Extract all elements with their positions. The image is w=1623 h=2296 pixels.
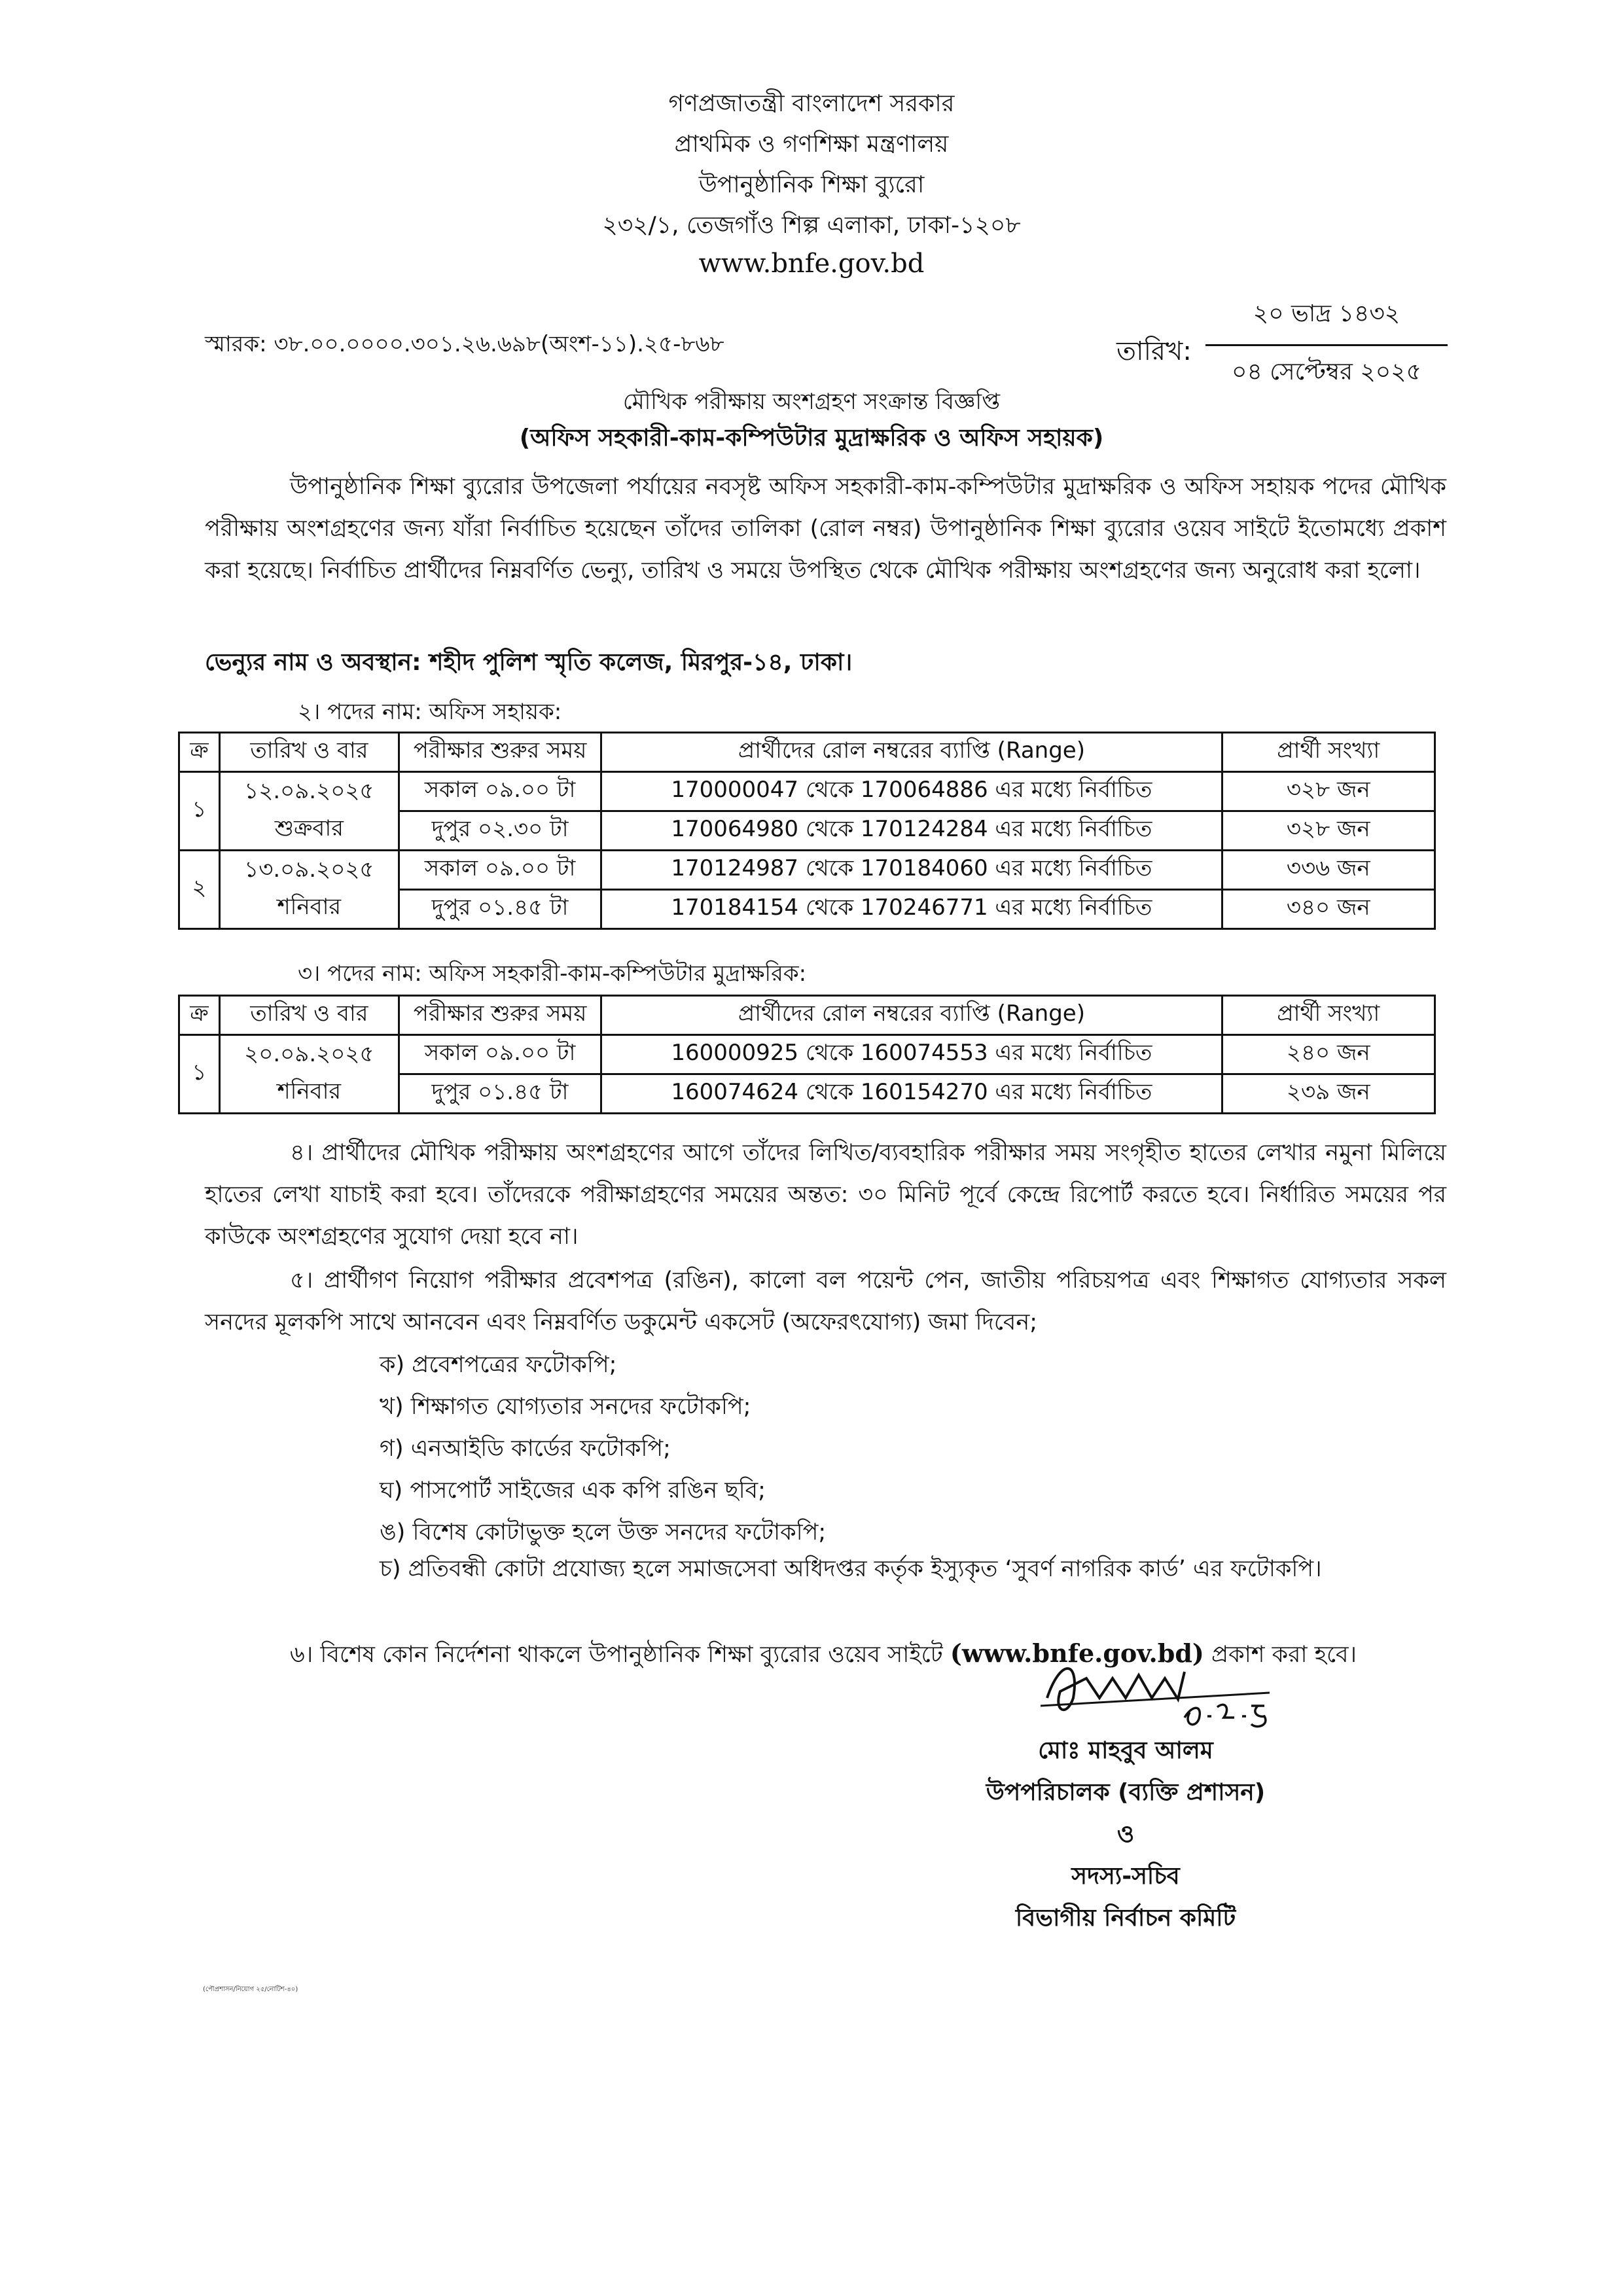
count-cell: ৩২৮ জন (1222, 772, 1435, 811)
col-date-day: তারিখ ও বার (219, 733, 399, 772)
range-cell: 160074624 থেকে 160154270 এর মধ্যে নির্বাচিত (601, 1074, 1222, 1114)
date-text: ১৩.০৯.২০২৫ (244, 856, 374, 883)
count-cell: ৩৩৬ জন (1222, 851, 1435, 890)
date-gregorian: ০৪ সেপ্টেম্বর ২০২৫ (1232, 359, 1421, 385)
col-start-time: পরীক্ষার শুরুর সময় (399, 733, 601, 772)
time-cell: সকাল ০৯.০০ টা (399, 851, 601, 890)
section3-title: ৩। পদের নাম: অফিস সহকারী-কাম-কম্পিউটার মুদ্রাক্ষরিক: (298, 961, 807, 987)
col-serial: ক্র (179, 733, 220, 772)
footnote: (পৌপ্রশাসন/নিয়োগ ২৫/নোটিশ-৪০) (203, 1986, 298, 1993)
venue-info: ভেন্যুর নাম ও অবস্থান: শহীদ পুলিশ স্মৃতি কলেজ, মিরপুর-১৪, ঢাকা। (205, 649, 853, 676)
date-text: ১২.০৯.২০২৫ (244, 777, 374, 804)
time-cell: সকাল ০৯.০০ টা (399, 772, 601, 811)
col-roll-range: প্রার্থীদের রোল নম্বরের ব্যাপ্তি (Range) (601, 996, 1222, 1035)
paragraph-4: ৪। প্রার্থীদের মৌখিক পরীক্ষায় অংশগ্রহণের আগে তাঁদের লিখিত/ব্যবহারিক পরীক্ষার সময় সংগৃহীত হাতের লেখার নমুনা মিলিয়ে হাতের লেখা যাচাই করা হবে। তাঁদেরকে পরীক্ষাগ্রহণের সময়ের অন্তত: ৩০ মিনিট পূর্বে কেন্দ্রে রিপোর্ট করতে হবে। নির্ধারিত সময়ের পর কাউকে অংশগ্রহণের সুযোগ দেয়া হবে না। (205, 1140, 1446, 1250)
count-cell: ৩২৮ জন (1222, 811, 1435, 851)
range-cell: 170000047 থেকে 170064886 এর মধ্যে নির্বাচিত (601, 772, 1222, 811)
signatory-conjunction: ও (1116, 1821, 1135, 1848)
time-cell: দুপুর ০১.৪৫ টা (399, 1074, 601, 1114)
col-date-day: তারিখ ও বার (219, 996, 399, 1035)
website-link[interactable]: www.bnfe.gov.bd (698, 249, 925, 279)
table-header-row (179, 733, 1435, 772)
serial-cell: ২ (179, 851, 220, 929)
serial-cell: ১ (179, 1035, 220, 1114)
range-cell: 170064980 থেকে 170124284 এর মধ্যে নির্বাচিত (601, 811, 1222, 851)
signatory-designation: উপপরিচালক (ব্যক্তি প্রশাসন) (986, 1779, 1266, 1806)
section2-title: ২। পদের নাম: অফিস সহায়ক: (298, 699, 562, 725)
col-serial: ক্র (179, 996, 220, 1035)
col-start-time: পরীক্ষার শুরুর সময় (399, 996, 601, 1035)
table-row (179, 851, 1435, 890)
table-row (179, 772, 1435, 811)
bureau-address: ২৩২/১, তেজগাঁও শিল্প এলাকা, ঢাকা-১২০৮ (602, 212, 1021, 239)
list-item: ক) প্রবেশপত্রের ফটোকপি; (380, 1352, 617, 1378)
list-item: চ) প্রতিবন্ধী কোটা প্রযোজ্য হলে সমাজসেবা অধিদপ্তর কর্তৃক ইস্যুকৃত ‘সুবর্ণ নাগরিক কার্ড’ এর ফটোকপি। (380, 1556, 1322, 1582)
office-computer-typist-table (178, 995, 1436, 1114)
date-day-cell (219, 1035, 399, 1114)
day-text: শনিবার (277, 893, 342, 920)
para6-text: ৬। বিশেষ কোন নির্দেশনা থাকলে উপানুষ্ঠানিক শিক্ষা ব্যুরোর ওয়েব সাইটে (290, 1642, 950, 1668)
ministry-name: প্রাথমিক ও গণশিক্ষা মন্ত্রণালয় (674, 131, 949, 158)
notice-subtitle: (অফিস সহকারী-কাম-কম্পিউটার মুদ্রাক্ষরিক ও অফিস সহায়ক) (519, 425, 1104, 451)
day-text: শুক্রবার (274, 815, 344, 841)
time-cell: দুপুর ০২.৩০ টা (399, 811, 601, 851)
table-header-row (179, 996, 1435, 1035)
time-cell: দুপুর ০১.৪৫ টা (399, 890, 601, 929)
paragraph-5: ৫। প্রার্থীগণ নিয়োগ পরীক্ষার প্রবেশপত্র (রঙিন), কালো বল পয়েন্ট পেন, জাতীয় পরিচয়পত্র এবং শিক্ষাগত যোগ্যতার সকল সনদের মূলকপি সাথে আনবেন এবং নিম্নবর্ণিত ডকুমেন্ট একসেট (অফেরৎযোগ্য) জমা দিবেন; (205, 1267, 1446, 1335)
date-day-cell (219, 851, 399, 929)
website-link[interactable]: (www.bnfe.gov.bd) (950, 1638, 1204, 1668)
serial-cell: ১ (179, 772, 220, 851)
para6-text-end: প্রকাশ করা হবে। (1204, 1642, 1357, 1668)
office-assistant-table (178, 732, 1436, 930)
table-row (179, 1035, 1435, 1074)
col-count: প্রার্থী সংখ্যা (1222, 733, 1435, 772)
date-text: ২০.০৯.২০২৫ (244, 1040, 374, 1067)
date-day-cell (219, 772, 399, 851)
count-cell: ৩৪০ জন (1222, 890, 1435, 929)
notice-title: মৌখিক পরীক্ষায় অংশগ্রহণ সংক্রান্ত বিজ্ঞপ্তি (622, 389, 1001, 415)
range-cell: 170184154 থেকে 170246771 এর মধ্যে নির্বাচিত (601, 890, 1222, 929)
day-text: শনিবার (277, 1078, 342, 1104)
list-item: গ) এনআইডি কার্ডের ফটোকপি; (380, 1436, 671, 1462)
col-count: প্রার্থী সংখ্যা (1222, 996, 1435, 1035)
range-cell: 170124987 থেকে 170184060 এর মধ্যে নির্বাচিত (601, 851, 1222, 890)
list-item: ঙ) বিশেষ কোটাভুক্ত হলে উক্ত সনদের ফটোকপি; (380, 1519, 827, 1545)
count-cell: ২৪০ জন (1222, 1035, 1435, 1074)
date-label: তারিখ: (1116, 336, 1192, 366)
memo-reference: স্মারক: ৩৮.০০.০০০০.৩০১.২৬.৬৯৮(অংশ-১১).২৫-৮৬৮ (205, 331, 724, 357)
signatory-name: মোঃ মাহবুব আলম (1038, 1737, 1213, 1764)
bureau-name: উপানুষ্ঠানিক শিক্ষা ব্যুরো (698, 171, 925, 198)
list-item: খ) শিক্ষাগত যোগ্যতার সনদের ফটোকপি; (380, 1394, 751, 1420)
gov-name: গণপ্রজাতন্ত্রী বাংলাদেশ সরকার (668, 90, 955, 117)
time-cell: সকাল ০৯.০০ টা (399, 1035, 601, 1074)
range-cell: 160000925 থেকে 160074553 এর মধ্যে নির্বাচিত (601, 1035, 1222, 1074)
signatory-role: সদস্য-সচিব (1071, 1863, 1180, 1890)
signature-mark (1021, 1652, 1414, 1731)
count-cell: ২৩৯ জন (1222, 1074, 1435, 1114)
signatory-committee: বিভাগীয় নির্বাচন কমিটি (1015, 1905, 1236, 1932)
intro-paragraph: উপানুষ্ঠানিক শিক্ষা ব্যুরোর উপজেলা পর্যায়ের নবসৃষ্ট অফিস সহকারী-কাম-কম্পিউটার মুদ্রাক্ষরিক ও অফিস সহায়ক পদের মৌখিক পরীক্ষায় অংশগ্রহণের জন্য যাঁরা নির্বাচিত হয়েছেন তাঁদের তালিকা (রোল নম্বর) উপানুষ্ঠানিক শিক্ষা ব্যুরোর ওয়েব সাইটে ইতোমধ্যে প্রকাশ করা হয়েছে। নির্বাচিত প্রার্থীদের নিম্নবর্ণিত ভেন্যু, তারিখ ও সময়ে উপস্থিত থেকে মৌখিক পরীক্ষায় অংশগ্রহণের জন্য অনুরোধ করা হলো। (205, 474, 1446, 584)
date-bangla: ২০ ভাদ্র ১৪৩২ (1205, 296, 1448, 346)
list-item: ঘ) পাসপোর্ট সাইজের এক কপি রঙিন ছবি; (380, 1477, 766, 1504)
memo-date (1205, 296, 1448, 393)
col-roll-range: প্রার্থীদের রোল নম্বরের ব্যাপ্তি (Range) (601, 733, 1222, 772)
